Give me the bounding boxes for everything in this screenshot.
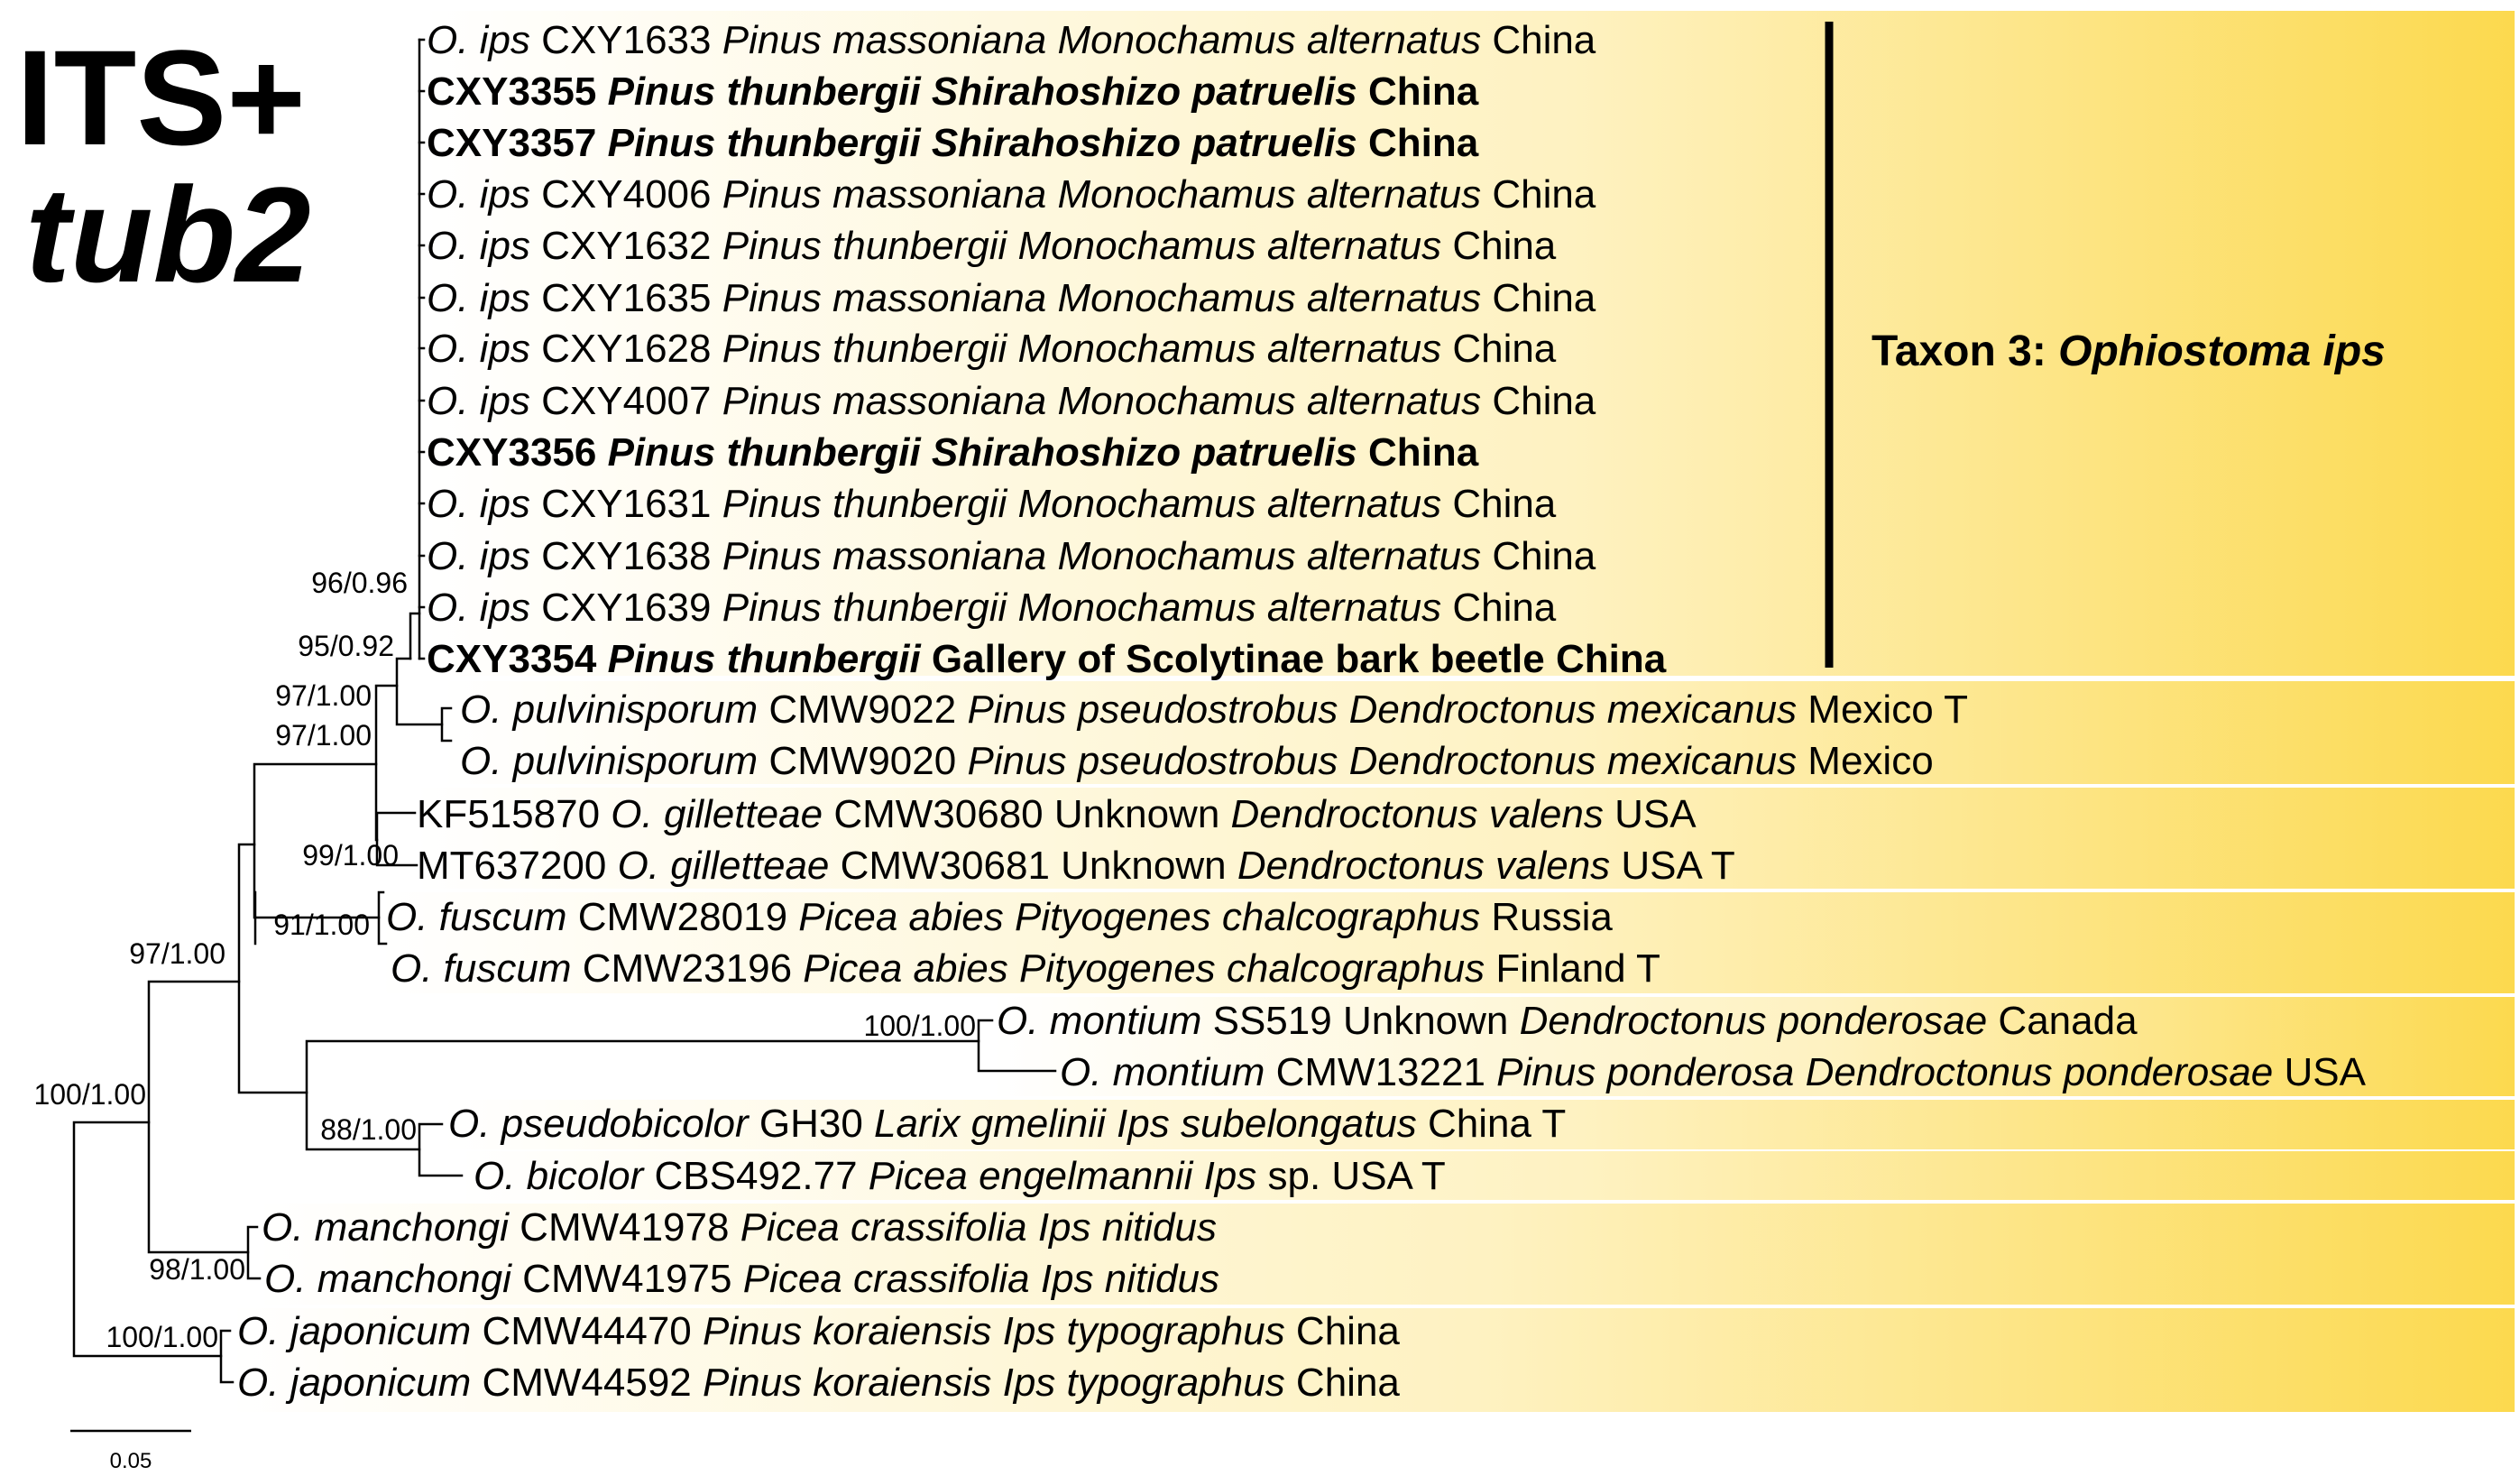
taxon-label-part: O. ips [427,276,530,320]
taxon-label-part: O. japonicum [237,1309,472,1353]
taxon-label [997,999,2138,1043]
taxon-label [417,792,1697,836]
taxon-label-part: CMW28019 [566,895,799,939]
taxon-label-part: CMW30680 Unknown [823,792,1231,836]
taxon-label-part: KF515870 [417,792,612,836]
taxon-label-part: O. fuscum [391,946,572,991]
taxon-label-part: O. bicolor [474,1154,644,1198]
taxon-label-part: China [1441,482,1557,526]
support-label: 97/1.00 [129,937,225,970]
taxon-label-part: Gallery of Scolytinae bark beetle China [920,637,1667,681]
scale-bar-label: 0.05 [109,1449,152,1473]
taxon-label-part: sp. USA T [1256,1154,1446,1198]
taxon-label-part: China [1481,18,1596,62]
taxon-label-part: Picea engelmannii Ips [868,1154,1257,1198]
taxon-label [1060,1050,2367,1094]
taxon-label-part: CMW9022 [758,687,968,732]
taxon-label [448,1102,1566,1146]
taxon-label [237,1309,1400,1353]
taxon-label-part: O. ips [427,327,530,371]
taxon-label [427,534,1596,578]
support-label: 88/1.00 [320,1113,417,1146]
taxon-label-part: GH30 [748,1102,875,1146]
support-label: 98/1.00 [149,1253,245,1286]
taxon-label-part: Mexico T [1797,687,1968,732]
support-label: 100/1.00 [33,1078,146,1111]
taxon-label-part: O. montium [1060,1050,1265,1094]
taxon-label-part: O. japonicum [237,1361,472,1405]
support-label: 100/1.00 [106,1321,218,1353]
taxon-label-part: Pinus thunbergii Monochamus alternatus [722,327,1442,371]
taxon-label-part: CXY3354 [427,637,608,681]
taxon-label [427,121,1479,165]
taxon-label [427,327,1557,371]
taxon-label-part: China [1357,121,1479,165]
gene-label-tub2: tub2 [25,159,311,310]
taxon-label-part: Dendroctonus valens [1230,792,1604,836]
taxon-label-part: Pinus thunbergii Shirahoshizo patruelis [607,121,1357,165]
taxon-label-part: CMW41978 [508,1205,740,1250]
taxon-label-part: CMW30681 Unknown [829,844,1237,888]
clade-label [1872,327,2386,375]
taxon-label-part: USA T [1610,844,1735,888]
taxon-label-part: O. gilletteae [617,844,830,888]
taxon-label-part: China [1441,586,1557,630]
taxon-label-part: O. manchongi [264,1257,511,1301]
taxon-label-part: China [1284,1361,1400,1405]
gene-label-its: ITS+ [16,22,306,173]
taxon-label [474,1154,1446,1198]
taxon-label-part: Russia [1480,895,1613,939]
taxon-label-part: Pinus thunbergii Monochamus alternatus [722,482,1442,526]
taxon-label-part: Pinus thunbergii [607,637,921,681]
taxon-label [427,224,1557,268]
taxon-label [427,482,1557,526]
taxon-label [427,586,1557,630]
taxon-label-part: CMW44470 [471,1309,703,1353]
taxon-label [427,172,1596,217]
taxon-label-part: O. manchongi [262,1205,509,1250]
taxon-label [427,276,1596,320]
taxon-label-part: CXY3357 [427,121,608,165]
taxon-label [460,739,1934,783]
taxon-label-part: Dendroctonus ponderosae [1519,999,1988,1043]
taxon-label-part: China [1357,69,1479,114]
taxon-label-part: CMW13221 [1265,1050,1497,1094]
taxon-label-part: China T [1416,1102,1567,1146]
taxon-label-part: CXY1635 [529,276,722,320]
clade-label-prefix: Taxon 3: [1872,327,2059,375]
taxon-label [262,1205,1217,1250]
taxon-label-part: USA [2273,1050,2366,1094]
taxon-label [264,1257,1219,1301]
taxon-label-part: O. ips [427,586,530,630]
taxon-label [427,18,1596,62]
taxon-label-part: China [1481,534,1596,578]
taxon-label-part: Picea crassifolia Ips nitidus [742,1257,1219,1301]
taxon-label-part: China [1441,224,1557,268]
taxon-label [427,379,1596,423]
taxon-label-part: China [1481,379,1596,423]
taxon-label-part: O. fuscum [386,895,567,939]
taxon-label-part: O. ips [427,224,530,268]
taxon-label-part: CXY1631 [529,482,722,526]
taxon-label-part: O. pseudobicolor [448,1102,749,1146]
taxon-label-part: China [1481,276,1596,320]
taxon-label-part: O. ips [427,379,530,423]
taxon-label-part: Picea crassifolia Ips nitidus [740,1205,1217,1250]
taxon-label-part: CXY4006 [529,172,722,217]
taxon-label-part: Picea abies Pityogenes chalcographus [803,946,1485,991]
taxon-label-part: Pinus massoniana Monochamus alternatus [722,379,1482,423]
taxon-label-part: Larix gmelinii Ips subelongatus [874,1102,1417,1146]
taxon-label [427,637,1667,681]
taxon-label-part: MT637200 [417,844,618,888]
taxon-label-part: O. pulvinisporum [460,739,759,783]
taxon-label-part: Pinus thunbergii Monochamus alternatus [722,586,1442,630]
taxon-label-part: CXY4007 [529,379,722,423]
taxon-label-part: CXY3356 [427,430,608,475]
taxon-label-part: CMW23196 [571,946,804,991]
taxon-label-part: SS519 Unknown [1201,999,1520,1043]
taxon-label [460,687,1968,732]
support-label: 96/0.96 [311,567,408,599]
taxon-label-part: Pinus ponderosa Dendroctonus ponderosae [1496,1050,2274,1094]
support-label: 100/1.00 [863,1010,976,1042]
clade-label-name: Ophiostoma ips [2058,327,2386,375]
taxon-label-part: CMW44592 [471,1361,703,1405]
taxon-label-part: CMW41975 [510,1257,743,1301]
support-label: 99/1.00 [302,839,399,872]
taxon-label-part: USA [1603,792,1697,836]
taxon-label [386,895,1613,939]
taxon-label-part: Pinus massoniana Monochamus alternatus [722,172,1482,217]
support-label: 97/1.00 [275,679,372,712]
taxon-label-part: CXY1632 [529,224,722,268]
taxon-label-part: CXY1639 [529,586,722,630]
taxon-label [427,430,1479,475]
taxon-label [427,69,1479,114]
taxon-label-part: O. ips [427,534,530,578]
taxon-label-part: O. pulvinisporum [460,687,759,732]
taxon-label-part: O. ips [427,172,530,217]
taxon-label-part: Dendroctonus valens [1237,844,1611,888]
taxon-label-part: Mexico [1797,739,1934,783]
taxon-label-part: Pinus thunbergii Monochamus alternatus [722,224,1442,268]
support-label: 95/0.92 [298,630,394,662]
taxon-label-part: Pinus pseudostrobus Dendroctonus mexicanus [967,687,1798,732]
taxon-label-part: CXY1638 [529,534,722,578]
taxon-label-part: China [1357,430,1479,475]
taxon-label-part: O. montium [997,999,1202,1043]
taxon-label-part: China [1441,327,1557,371]
taxon-label-part: O. gilletteae [611,792,823,836]
taxon-label-part: CBS492.77 [643,1154,869,1198]
taxon-label [237,1361,1400,1405]
taxon-label-part: O. ips [427,482,530,526]
taxon-label-part: Pinus massoniana Monochamus alternatus [722,534,1482,578]
taxon-label-part: Pinus pseudostrobus Dendroctonus mexicanus [967,739,1798,783]
taxon-label-part: Pinus massoniana Monochamus alternatus [722,276,1482,320]
taxon-label-part: CXY1633 [529,18,722,62]
taxon-label-part: Pinus koraiensis Ips typographus [703,1309,1285,1353]
taxon-label-part: China [1284,1309,1400,1353]
support-label: 91/1.00 [273,909,370,941]
taxon-label-part: CXY3355 [427,69,608,114]
taxon-label-part: China [1481,172,1596,217]
taxon-label-part: Finland T [1485,946,1660,991]
taxon-label-part: Pinus thunbergii Shirahoshizo patruelis [607,430,1357,475]
taxon-label-part: Pinus koraiensis Ips typographus [703,1361,1285,1405]
taxon-label-part: Canada [1987,999,2138,1043]
taxon-label-part: Picea abies Pityogenes chalcographus [798,895,1481,939]
taxon-label-part: Pinus massoniana Monochamus alternatus [722,18,1482,62]
taxon-label-part: CMW9020 [758,739,968,783]
support-label: 97/1.00 [275,719,372,752]
taxon-label-part: Pinus thunbergii Shirahoshizo patruelis [607,69,1357,114]
taxon-label [391,946,1660,991]
taxon-label-part: O. ips [427,18,530,62]
taxon-label [417,844,1735,888]
taxon-label-part: CXY1628 [529,327,722,371]
